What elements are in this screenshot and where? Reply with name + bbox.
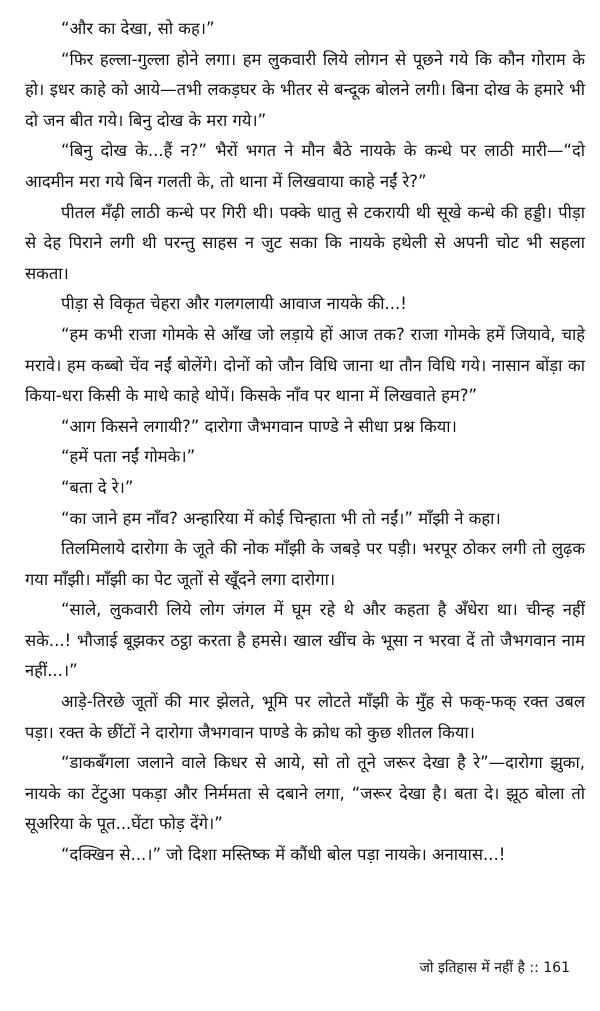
paragraph: “साले, लुकवारी लिये लोग जंगल में घूम रहे थे और कहता है अँधेरा था। चीन्ह नहीं सके...! भौजाई बूझकर ठट्ठा करता है हमसे। खाल खींच के भूसा न भरवा दें तो जैभगवान नाम नहीं...।” <box>25 600 585 681</box>
paragraph: “हम कभी राजा गोमके से आँख जो लड़ाये हों आज तक? राजा गोमके हमें जियावे, चाहे मरावे। हम कब्बो चेंव नईं बोलेंगे। दोनों को जौन विधि जाना था तौन विधि गये। नासान बोंड़ा का किया-धरा किसी के माथे काहे थोपें। किसके नाँव पर थाना में लिखवाते हम?” <box>25 324 585 406</box>
paragraph: “फिर हल्ला-गुल्ला होने लगा। हम लुकवारी लिये लोगन से पूछने गये कि कौन गोराम के हो। इधर काहे को आये—तभी लकड़घर के भीतर से बन्दूक बोलने लगी। बिना दोख के हमारे भी दो जन बीत गये। बिनु दोख के मरा गये।” <box>25 49 585 130</box>
paragraph: पीड़ा से विकृत चेहरा और गलगलायी आवाज नायके की...! <box>61 294 407 314</box>
page-body <box>25 14 585 871</box>
paragraph: “दक्खिन से...।” जो दिशा मस्तिष्क में कौंधी बोल पड़ा नायके। अनायास...! <box>61 845 506 865</box>
paragraph: “हमें पता नईं गोमके।” <box>61 447 196 467</box>
page-footer: जो इतिहास में नहीं है :: 161 <box>419 960 570 976</box>
paragraph: “और का देखा, सो कह।” <box>61 19 215 38</box>
paragraph: “बिनु दोख के...हैं न?” भैरों भगत ने मौन बैठे नायके के कन्धे पर लाठी मारी—“दो आदमीन मरा गये बिन गलती के, तो थाना में लिखवाया काहे नईं रे?” <box>25 141 585 191</box>
paragraph: पीतल मँढ़ी लाठी कन्धे पर गिरी थी। पक्के धातु से टकरायी थी सूखे कन्धे की हड्डी। पीड़ा से देह पिराने लगी थी परन्तु साहस न जुट सका कि नायके हथेली से अपनी चोट भी सहला सकता। <box>25 202 585 283</box>
paragraph: “बता दे रे।” <box>61 477 134 497</box>
paragraph: तिलमिलाये दारोगा के जूते की नोक माँझी के जबड़े पर पड़ी। भरपूर ठोकर लगी तो लुढ़क गया माँझी। माँझी का पेट जूतों से खूँदने लगा दारोगा। <box>25 539 585 589</box>
paragraph: आड़े-तिरछे जूतों की मार झेलते, भूमि पर लोटते माँझी के मुँह से फक्-फक् रक्त उबल पड़ा। रक्त के छींटों ने दारोगा जैभगवान पाण्डे के क्रोध को कुछ शीतल किया। <box>25 692 585 742</box>
paragraph: “डाकबँगला जलाने वाले किधर से आये, सो तो तूने जरूर देखा है रे”—दारोगा झुका, नायके का टेंटुआ पकड़ा और निर्ममता से दबाने लगा, “जरूर देखा है। बता दे। झूठ बोला तो सूअरिया के पूत...घेंटा फोड़ देंगे।” <box>25 753 585 834</box>
paragraph: “आग किसने लगायी?” दारोगा जैभगवान पाण्डे ने सीधा प्रश्न किया। <box>61 416 457 436</box>
paragraph: “का जाने हम नाँव? अन्हारिया में कोई चिन्हाता भी तो नईं।” माँझी ने कहा। <box>61 508 501 528</box>
